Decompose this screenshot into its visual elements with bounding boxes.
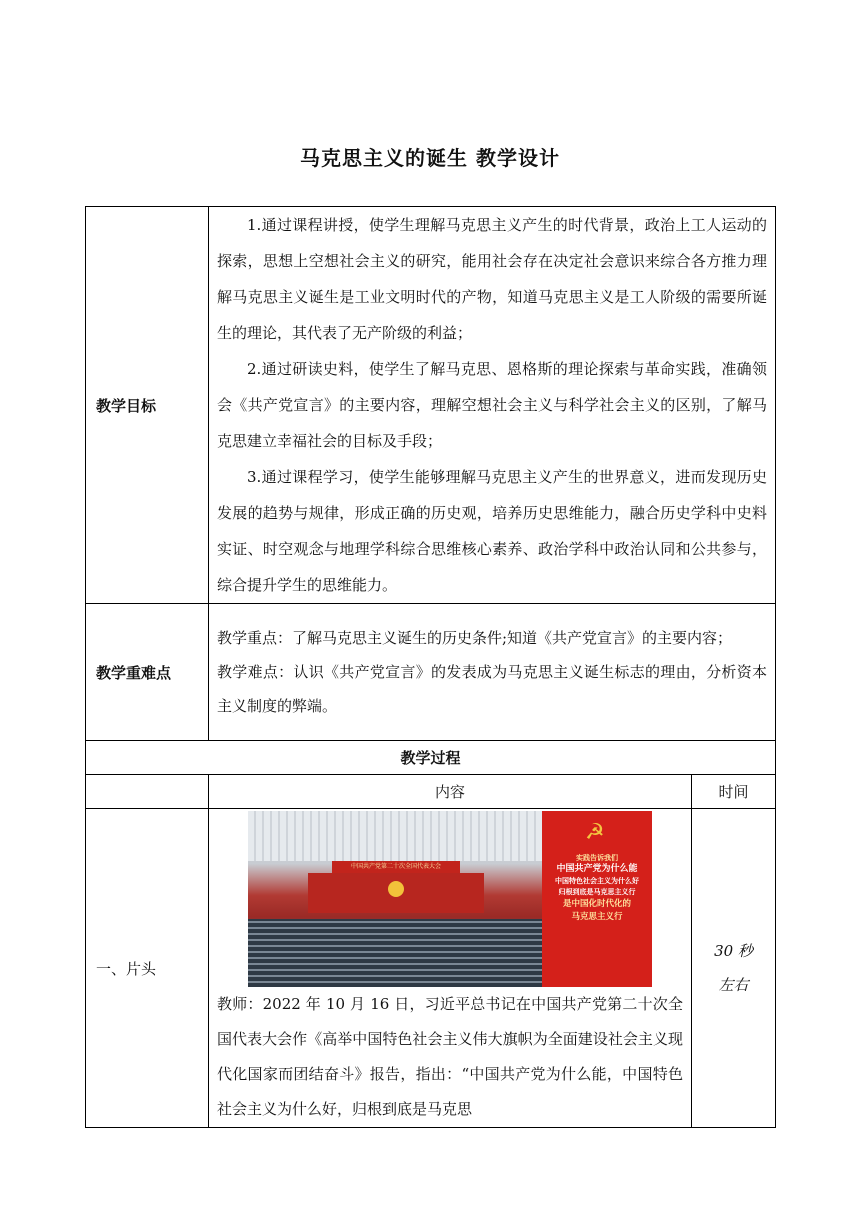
process-heading-row <box>86 741 776 775</box>
process-columns-row <box>86 775 776 809</box>
hall-ceiling <box>248 811 542 861</box>
step1-time-value: 30 秒 <box>714 942 753 960</box>
poster-line-5: 是中国化时代化的 <box>562 899 631 909</box>
teaching-difficulty: 教学难点：认识《共产党宣言》的发表成为马克思主义诞生标志的理由，分析资本主义制度的弊端。 <box>217 663 768 715</box>
step1-row <box>86 809 776 1128</box>
key-points-content <box>209 604 776 741</box>
objective-item-3: 3.通过课程学习，使学生能够理解马克思主义产生的世界意义，进而发现历史发展的趋势与规律，形成正确的历史观，培养历史思维能力，融合历史学科中史料实证、时空观念与地理学科综合思维核心素养、政治学科中政治认同和公共参与，综合提升学生的思维能力。 <box>217 468 768 594</box>
time-column-header: 时间 <box>692 775 776 809</box>
process-heading: 教学过程 <box>86 741 776 775</box>
hammer-sickle-icon: ☭ <box>585 820 605 845</box>
objectives-row <box>86 207 776 604</box>
poster-line-6: 马克思主义行 <box>571 912 623 922</box>
document-title: 马克思主义的诞生 教学设计 <box>300 146 560 170</box>
process-empty-header <box>86 775 209 809</box>
poster-line-1: 实践告诉我们 <box>576 854 618 862</box>
hall-seats <box>248 919 542 987</box>
objectives-content <box>209 207 776 604</box>
poster-line-3: 中国特色社会主义为什么好 <box>555 877 639 885</box>
congress-hall-photo <box>248 811 542 987</box>
step1-time-approx: 左右 <box>718 976 749 994</box>
teaching-focus: 教学重点：了解马克思主义诞生的历史条件;知道《共产党宣言》的主要内容； <box>217 629 733 647</box>
content-column-header: 内容 <box>209 775 692 809</box>
step1-images <box>217 811 683 987</box>
objective-item-1: 1.通过课程讲授，使学生理解马克思主义产生的时代背景，政治上工人运动的探索，思想上空想社会主义的研究，能用社会存在决定社会意识来综合各方推力理解马克思主义诞生是工业文明时代的产物，知道马克思主义是工人阶级的需要所诞生的理论，其代表了无产阶级的利益； <box>217 216 768 342</box>
key-points-label: 教学重难点 <box>86 604 209 741</box>
poster-line-4: 归根到底是马克思主义行 <box>558 888 636 896</box>
party-emblem-icon <box>388 881 404 897</box>
poster-text <box>542 853 652 924</box>
key-points-row <box>86 604 776 741</box>
step1-content <box>209 809 692 1128</box>
objectives-label: 教学目标 <box>86 207 209 604</box>
step1-label: 一、片头 <box>86 809 209 1128</box>
hall-banner: 中国共产党第二十次全国代表大会 <box>332 861 460 873</box>
lesson-plan-table <box>85 206 776 1128</box>
quote-poster <box>542 811 652 987</box>
objective-item-2: 2.通过研读史料，使学生了解马克思、恩格斯的理论探索与革命实践，准确领会《共产党宣言》的主要内容，理解空想社会主义与科学社会主义的区别，了解马克思建立幸福社会的目标及手段； <box>217 360 768 450</box>
step1-teacher-text: 教师：2022 年 10 月 16 日，习近平总书记在中国共产党第二十次全国代表大会作《高举中国特色社会主义伟大旗帜为全面建设社会主义现代化国家而团结奋斗》报告，指出：“中国共产党为什么能，中国特色社会主义为什么好，归根到底是马克思 <box>217 995 683 1118</box>
poster-line-2: 中国共产党为什么能 <box>556 864 638 874</box>
step1-time <box>692 809 776 1128</box>
